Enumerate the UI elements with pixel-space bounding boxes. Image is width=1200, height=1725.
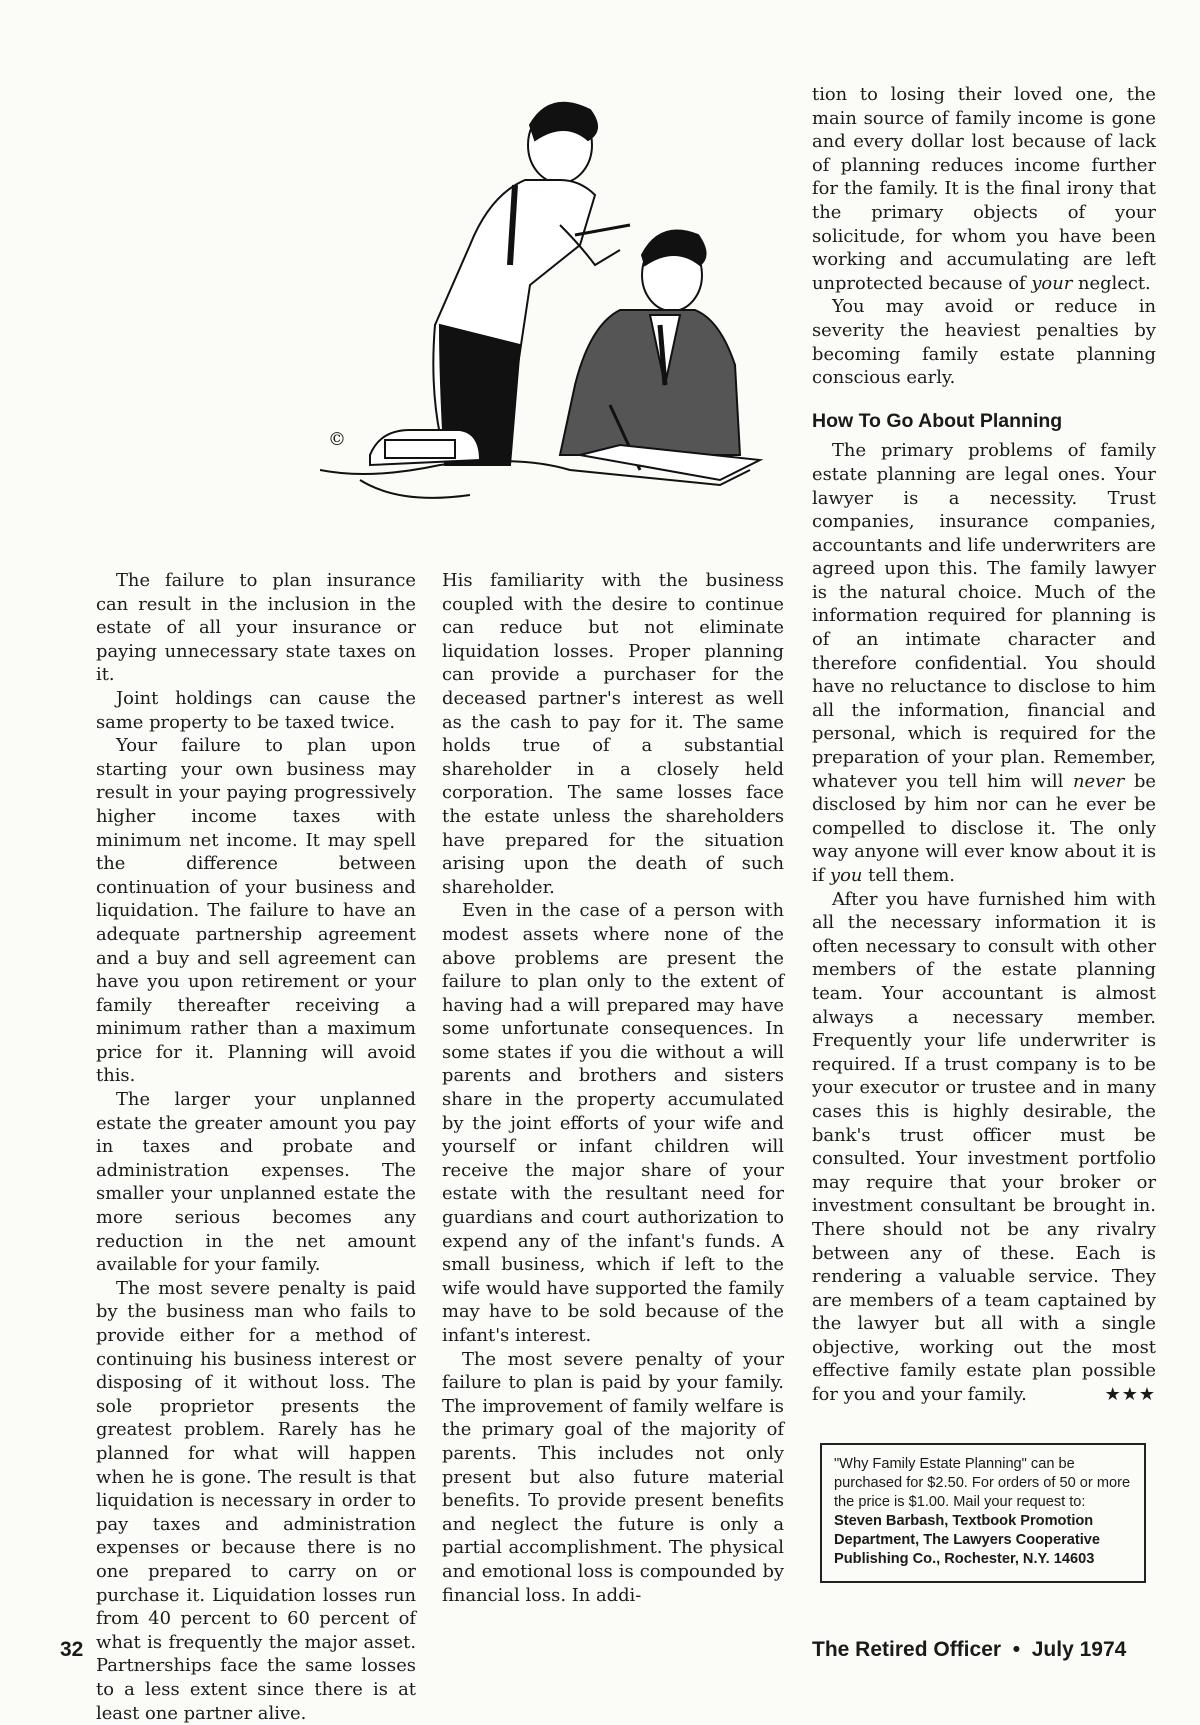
end-stars: ★★★ bbox=[1104, 1384, 1156, 1406]
section-heading: How To Go About Planning bbox=[812, 409, 1063, 432]
order-info-box bbox=[820, 1443, 1146, 1583]
paragraph: The primary problems of family estate planning are legal ones. Your lawyer is a necessity. Trust companies, insurance companies, accountants and life underwriters are agreed upon this. The family lawyer is the natural choice. Much of the information required for planning is of an intimate character and therefore confidential. You should have no reluctance to disclose to him all the information, financial and personal, which is required for the preparation of your plan. Remember, whatever you tell him will never be disclosed by him nor can he ever be compelled to disclose it. The only way anyone will ever know about it is if you tell them. bbox=[812, 440, 1156, 886]
column-1 bbox=[96, 569, 416, 1725]
copyright-mark: © bbox=[328, 429, 346, 450]
paragraph: The larger your unplanned estate the greater amount you pay in taxes and probate and administration expenses. The smaller your unplanned estate the more serious becomes any reduction in the net amount available for your family. bbox=[96, 1089, 416, 1276]
paragraph: tion to losing their loved one, the main source of family income is gone and every dollar lost because of lack of planning reduces income further for the family. It is the final irony that the primary objects of your solicitude, for whom you have been working and accumulating are left unprotected because of your neglect. bbox=[812, 84, 1156, 294]
paragraph: The most severe penalty of your failure to plan is paid by your family. The improvement of family welfare is the primary goal of the majority of parents. This includes not only present but also future material benefits. To provide present benefits and neglect the future is only a partial accomplishment. The physical and emotional loss is compounded by financial loss. In addi- bbox=[442, 1348, 784, 1606]
column-3 bbox=[812, 83, 1156, 1407]
paragraph: His familiarity with the business coupled with the desire to continue can reduce but not eliminate liquidation losses. Proper planning can provide a purchaser for the deceased partner's interest as well as the cash to pay for it. The same holds true of a substantial shareholder in a closely held corporation. The same losses face the estate unless the shareholders have prepared for the situation arising upon the death of such shareholder. bbox=[442, 570, 784, 898]
column-2 bbox=[442, 569, 784, 1607]
paragraph: The failure to plan insurance can result in the inclusion in the estate of all your insurance or paying unnecessary state taxes on it. bbox=[96, 570, 416, 686]
publication-footer: The Retired Officer • July 1974 bbox=[812, 1638, 1127, 1661]
paragraph: Your failure to plan upon starting your own business may result in your paying progressively higher income taxes with minimum net income. It may spell the difference between continuation of your business and liquidation. The failure to have an adequate partnership agreement and a buy and sell agreement can have you upon retirement or your family thereafter receiving a minimum rather than a maximum price for it. Planning will avoid this. bbox=[96, 735, 416, 1087]
illustration-two-businessmen bbox=[320, 85, 790, 545]
paragraph: You may avoid or reduce in severity the heaviest penalties by becoming family estate planning conscious early. bbox=[812, 296, 1156, 389]
seated-man-figure bbox=[560, 231, 740, 471]
order-info-address: Steven Barbash, Textbook Promotion Department, The Lawyers Cooperative Publishing Co., Rochester, N.Y. 14603 bbox=[834, 1513, 1101, 1567]
page-number: 32 bbox=[60, 1638, 84, 1661]
order-info-text: "Why Family Estate Planning" can be purchased for $2.50. For orders of 50 or more the price is $1.00. Mail your request to: bbox=[834, 1456, 1131, 1510]
paragraph: Joint holdings can cause the same property to be taxed twice. bbox=[96, 687, 416, 733]
paragraph: The most severe penalty is paid by the business man who fails to provide either for a method of continuing his business interest or disposing of it without loss. The sole proprietor presents the greatest problem. Rarely has he planned for what will happen when he is gone. The result is that liquidation is necessary in order to pay taxes and administration expenses or because there is no one prepared to carry on or purchase it. Liquidation losses run from 40 percent to 60 percent of what is frequently the major asset. Partnerships face the same losses to a less extent since there is at least one partner alive. bbox=[96, 1277, 416, 1724]
paragraph: Even in the case of a person with modest assets where none of the above problems are present the failure to plan only to the extent of having had a will prepared may have some unfortunate consequences. In some states if you die without a will parents and brothers and sisters share in the property accumulated by the joint efforts of your wife and yourself or infant children will receive the major share of your estate with the resultant need for guardians and court authorization to expend any of the infant's funds. A small business, which if left to the wife would have supported the family may have to be sold because of the infant's interest. bbox=[442, 900, 784, 1346]
paragraph: After you have furnished him with all the necessary information it is often necessary to consult with other members of the estate planning team. Your accountant is almost always a necessary member. Frequently your life underwriter is required. If a trust company is to be your executor or trustee and in many cases this is highly desirable, the bank's trust officer must be consulted. Your investment portfolio may require that your broker or investment consultant be brought in. There should not be any rivalry between any of these. Each is rendering a valuable service. They are members of a team captained by the lawyer but all with a single objective, working out the most effective family estate plan possible for you and your family. ★★★ bbox=[812, 888, 1156, 1406]
